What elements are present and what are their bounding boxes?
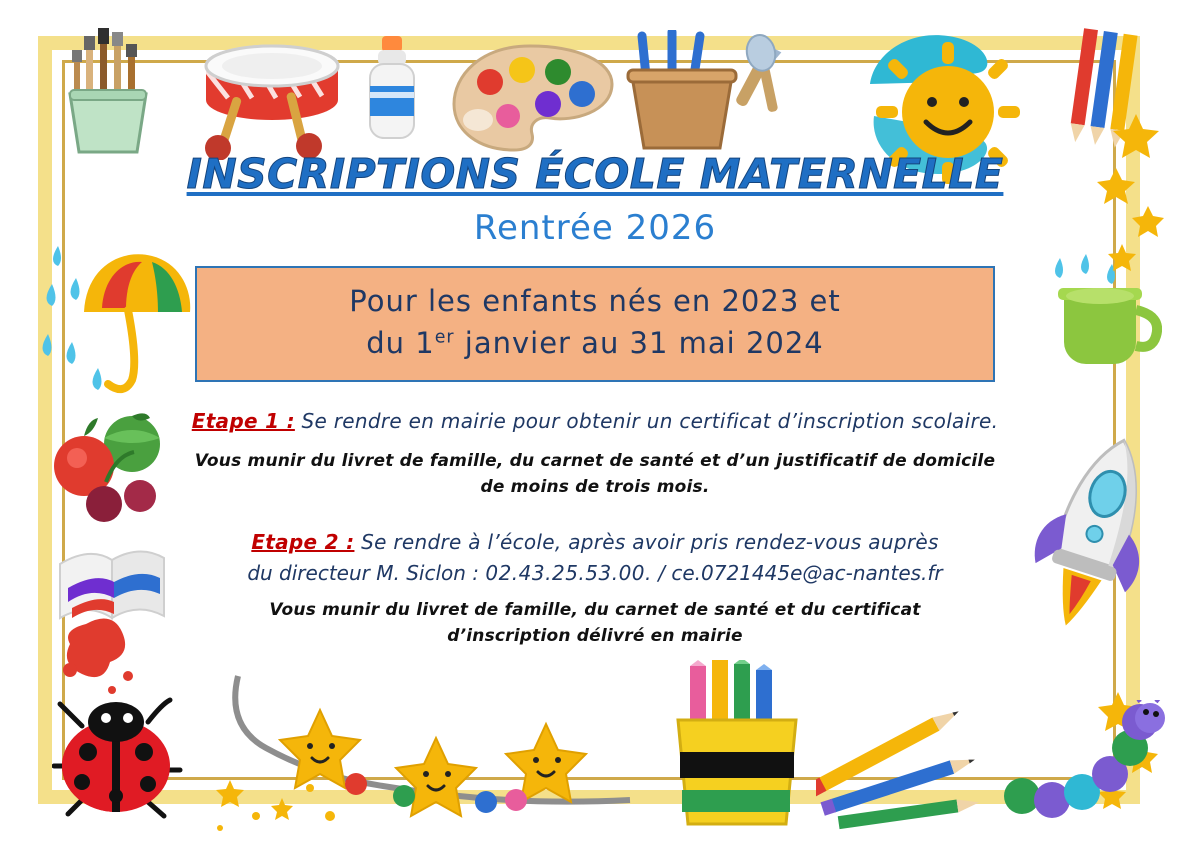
step-2-line xyxy=(150,527,1040,557)
glue-bottle-icon xyxy=(358,34,428,149)
email-address[interactable]: ce.0721445e@ac-nantes.fr xyxy=(671,560,943,585)
steps-section xyxy=(150,406,1040,649)
callout-line-2 xyxy=(207,322,983,364)
callout-ordinal-suffix: er xyxy=(434,327,455,348)
crayon-box-icon xyxy=(672,660,812,835)
poster-content xyxy=(150,150,1040,649)
confetti-icon xyxy=(210,776,350,851)
stars-icon xyxy=(1092,110,1172,285)
step-2-text: Se rendre à l’école, après avoir pris rendez-vous auprès xyxy=(354,529,939,554)
step-1-note-line-1: Vous munir du livret de famille, du carnet de santé et d’un justificatif de domicile xyxy=(194,451,996,472)
step-1-note-line-2: de moins de trois mois. xyxy=(480,477,710,498)
drum-icon xyxy=(196,30,356,165)
step-2-note xyxy=(150,597,1040,650)
callout-line-1: Pour les enfants nés en 2023 et xyxy=(349,284,841,318)
step-1-text: Se rendre en mairie pour obtenir un certificat d’inscription scolaire. xyxy=(294,409,999,434)
step-2-note-line-1: Vous munir du livret de famille, du carnet de santé et du certificat xyxy=(269,599,921,620)
step-1-note xyxy=(150,448,1040,501)
ladybug-icon xyxy=(52,696,202,826)
caterpillar-icon xyxy=(1000,700,1170,835)
phone-number[interactable]: 02.43.25.53.00. xyxy=(485,560,652,585)
step-1-line xyxy=(150,406,1040,436)
callout-line-2-pre: du 1 xyxy=(366,326,435,361)
pot-with-utensils-icon xyxy=(620,30,800,160)
step-2-label: Etape 2 : xyxy=(251,529,355,554)
eligibility-callout xyxy=(195,266,995,382)
director-label: du directeur M. Siclon : xyxy=(247,560,486,585)
paint-palette-icon xyxy=(448,42,618,162)
callout-line-2-post: janvier au 31 mai 2024 xyxy=(454,326,824,361)
contact-separator: / xyxy=(651,560,672,585)
step-2-note-line-2: d’inscription délivré en mairie xyxy=(447,626,743,647)
page-subtitle: Rentrée 2026 xyxy=(473,208,717,248)
page-title: INSCRIPTIONS ÉCOLE MATERNELLE xyxy=(186,150,1004,198)
pencils-icon xyxy=(816,708,1006,843)
step-2-contact xyxy=(150,561,1040,585)
step-1-label: Etape 1 : xyxy=(191,409,295,434)
paintbrushes-in-cup-icon xyxy=(48,28,168,163)
rocket-icon xyxy=(1028,430,1158,665)
paint-splat-icon xyxy=(56,610,146,705)
